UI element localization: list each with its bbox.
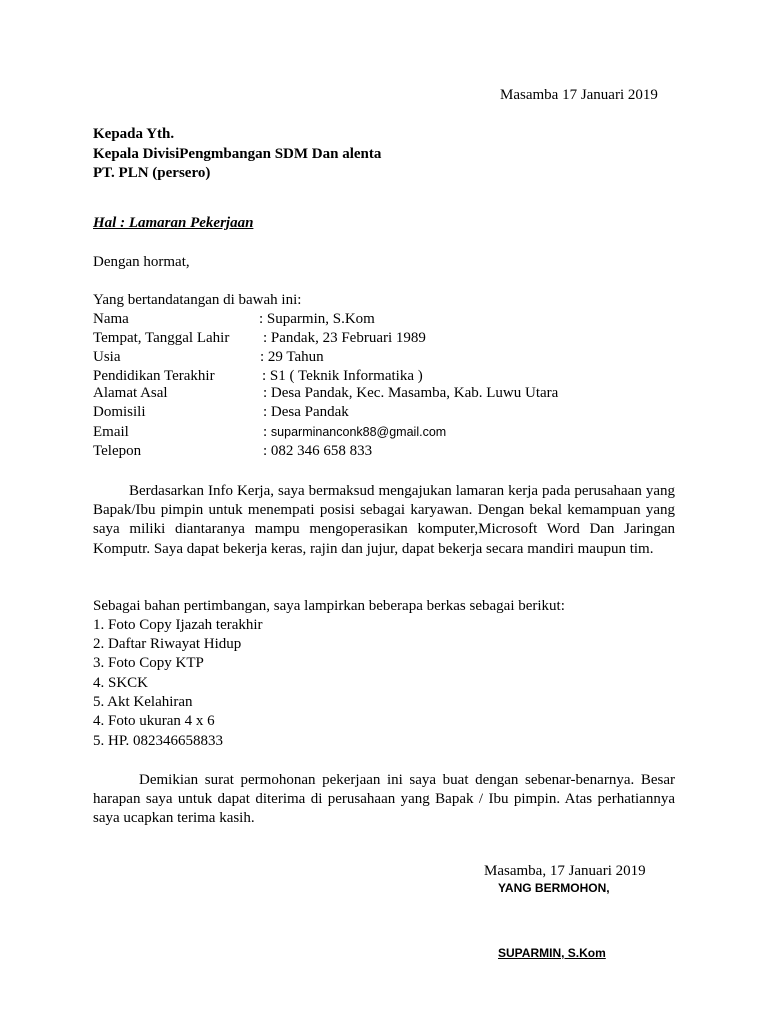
subject-line: Hal : Lamaran Pekerjaan — [93, 215, 254, 231]
intro-line: Yang bertandatangan di bawah ini: — [93, 292, 302, 308]
field-value: : Desa Pandak — [263, 404, 349, 420]
field-label: Tempat, Tanggal Lahir — [93, 330, 230, 346]
field-value: : Suparmin, S.Kom — [259, 311, 375, 327]
recipient-line-1: Kepada Yth. — [93, 126, 175, 142]
field-value: : Desa Pandak, Kec. Masamba, Kab. Luwu Utara — [263, 385, 559, 401]
attachment-item: 1. Foto Copy Ijazah terakhir — [93, 617, 263, 633]
field-row-telepon — [93, 443, 693, 462]
letter-date: Masamba 17 Januari 2019 — [500, 87, 658, 103]
attachment-item: 2. Daftar Riwayat Hidup — [93, 636, 242, 652]
field-row-email — [93, 424, 693, 443]
email-prefix: : — [263, 424, 271, 440]
email-address: suparminanconk88@gmail.com — [270, 425, 447, 439]
body-paragraph: Berdasarkan Info Kerja, saya bermaksud mengajukan lamaran kerja pada perusahaan yang Bapak/Ibu pimpin untuk menempati posisi sebagai karyawan. Dengan bekal kemampuan yang saya miliki diantaranya mampu mengoperasikan komputer,Microsoft Word Dan Jaringan Komputr. Saya dapat bekerja keras, rajin dan jujur, dapat bekerja secara mandiri maupun tim. — [93, 483, 675, 557]
signature-name: SUPARMIN, S.Kom — [498, 946, 606, 960]
signature-date: Masamba, 17 Januari 2019 — [484, 863, 646, 879]
greeting: Dengan hormat, — [93, 254, 190, 270]
field-label: Domisili — [93, 404, 146, 420]
field-value: : S1 ( Teknik Informatika ) — [262, 368, 423, 384]
field-value-email — [263, 424, 446, 441]
field-row-ttl — [93, 330, 693, 349]
attachment-item: 4. Foto ukuran 4 x 6 — [93, 713, 215, 729]
attachments-intro: Sebagai bahan pertimbangan, saya lampirkan beberapa berkas sebagai berikut: — [93, 598, 565, 614]
field-row-domisili — [93, 404, 693, 423]
field-label: Nama — [93, 311, 129, 327]
field-value: : 082 346 658 833 — [263, 443, 373, 459]
attachment-item: 3. Foto Copy KTP — [93, 655, 204, 671]
field-row-usia — [93, 349, 693, 368]
recipient-line-2: Kepala DivisiPengmbangan SDM Dan alenta — [93, 146, 382, 162]
field-value: : Pandak, 23 Februari 1989 — [263, 330, 426, 346]
recipient-line-3: PT. PLN (persero) — [93, 165, 211, 181]
signature-label: YANG BERMOHON, — [498, 881, 610, 895]
field-label: Pendidikan Terakhir — [93, 368, 215, 384]
field-value: : 29 Tahun — [260, 349, 324, 365]
attachment-item: 4. SKCK — [93, 675, 149, 691]
field-label: Email — [93, 424, 129, 440]
field-label: Usia — [93, 349, 121, 365]
attachment-item: 5. Akt Kelahiran — [93, 694, 193, 710]
attachment-item: 5. HP. 082346658833 — [93, 733, 224, 749]
closing-paragraph: Demikian surat permohonan pekerjaan ini saya buat dengan sebenar-benarnya. Besar harapan saya untuk dapat diterima di perusahaan yang Bapak / Ibu pimpin. Atas perhatiannya saya ucapkan terima kasih. — [93, 772, 675, 827]
field-label: Alamat Asal — [93, 385, 168, 401]
field-row-alamat — [93, 385, 693, 404]
field-label: Telepon — [93, 443, 142, 459]
field-row-nama — [93, 311, 693, 330]
